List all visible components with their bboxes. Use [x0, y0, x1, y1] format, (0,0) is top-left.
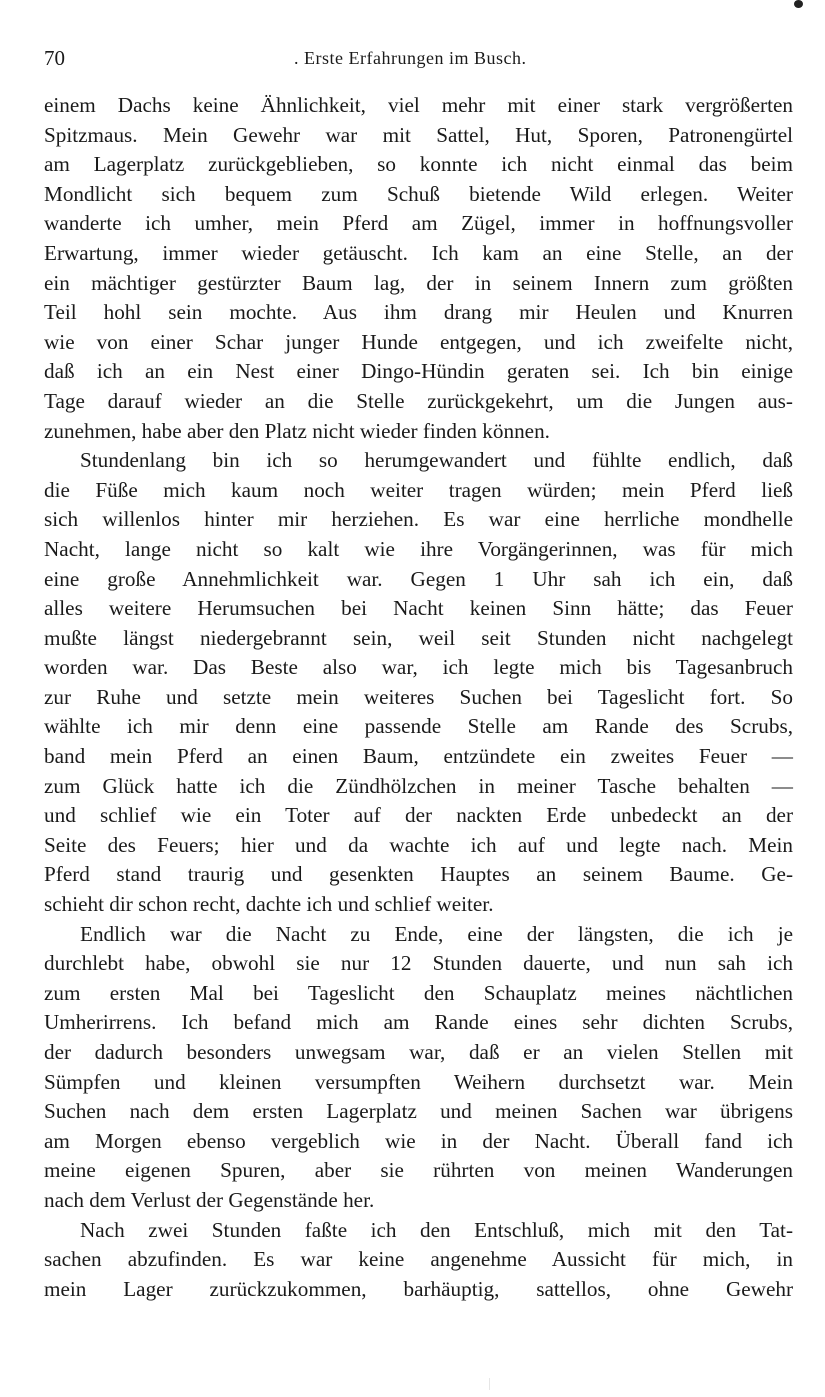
text-line: Nach zwei Stunden faßte ich den Entschluß, mich mit den Tat-: [80, 1217, 793, 1242]
scan-mark: [489, 1378, 490, 1390]
text-line: worden war. Das Beste also war, ich legte mich bis Tagesanbruch: [44, 655, 793, 680]
page-number: 70: [44, 46, 65, 70]
text-line: einem Dachs keine Ähnlichkeit, viel mehr mit einer stark vergrößerten: [44, 93, 793, 117]
text-line: band mein Pferd an einen Baum, entzündete ein zweites Feuer —: [44, 744, 793, 769]
running-head: . Erste Erfahrungen im Busch.: [294, 48, 527, 68]
text-line: am Lagerplatz zurückgeblieben, so konnte ich nicht einmal das beim: [44, 152, 793, 177]
text-line: mein Lager zurückzukommen, barhäuptig, sattellos, ohne Gewehr: [44, 1276, 793, 1301]
text-line: eine große Annehmlichkeit war. Gegen 1 Uhr sah ich ein, daß: [44, 566, 793, 591]
text-line: sich willenlos hinter mir herziehen. Es war eine herrliche mondhelle: [44, 507, 793, 532]
text-line: daß ich an ein Nest einer Dingo-Hündin geraten sei. Ich bin einige: [44, 359, 793, 384]
text-line: Teil hohl sein mochte. Aus ihm drang mir Heulen und Knurren: [44, 300, 793, 325]
text-line: sachen abzufinden. Es war keine angenehme Aussicht für mich, in: [44, 1247, 793, 1272]
text-line: Endlich war die Nacht zu Ende, eine der längsten, die ich je: [80, 921, 793, 946]
text-line: Umherirrens. Ich befand mich am Rande eines sehr dichten Scrubs,: [44, 1010, 793, 1035]
text-line: der dadurch besonders unwegsam war, daß er an vielen Stellen mit: [44, 1040, 793, 1064]
text-line: und schlief wie ein Toter auf der nackten Erde unbedeckt an der: [44, 803, 793, 828]
text-line: Stundenlang bin ich so herumgewandert und fühlte endlich, daß: [80, 448, 793, 473]
text-line: zum Glück hatte ich die Zündhölzchen in meiner Tasche behalten —: [44, 773, 793, 798]
text-line: Sümpfen und kleinen versumpften Weihern durchsetzt war. Mein: [44, 1069, 793, 1094]
text-line: Seite des Feuers; hier und da wachte ich auf und legte nach. Mein: [44, 832, 793, 857]
page-header: [44, 46, 794, 74]
text-line: zunehmen, habe aber den Platz nicht wieder finden können.: [44, 418, 550, 443]
text-line: Tage darauf wieder an die Stelle zurückgekehrt, um die Jungen aus-: [44, 388, 793, 413]
ink-spot: [794, 0, 803, 8]
text-line: die Füße mich kaum noch weiter tragen würden; mein Pferd ließ: [44, 477, 793, 502]
body-text: [44, 91, 793, 1304]
text-line: mußte längst niedergebrannt sein, weil seit Stunden nicht nachgelegt: [44, 625, 793, 650]
text-line: durchlebt habe, obwohl sie nur 12 Stunden dauerte, und nun sah ich: [44, 951, 793, 976]
text-line: Pferd stand traurig und gesenkten Hauptes an seinem Baume. Ge-: [44, 862, 793, 887]
text-line: zur Ruhe und setzte mein weiteres Suchen bei Tageslicht fort. So: [44, 684, 793, 709]
text-line: am Morgen ebenso vergeblich wie in der Nacht. Überall fand ich: [44, 1128, 793, 1153]
text-line: meine eigenen Spuren, aber sie rührten von meinen Wanderungen: [44, 1158, 793, 1183]
text-line: ein mächtiger gestürzter Baum lag, der in seinem Innern zum größten: [44, 270, 793, 295]
text-line: Spitzmaus. Mein Gewehr war mit Sattel, Hut, Sporen, Patronengürtel: [44, 122, 793, 147]
text-line: wie von einer Schar junger Hunde entgegen, und ich zweifelte nicht,: [44, 329, 793, 354]
text-line: wanderte ich umher, mein Pferd am Zügel, immer in hoffnungsvoller: [44, 211, 793, 236]
text-line: Erwartung, immer wieder getäuscht. Ich kam an eine Stelle, an der: [44, 240, 793, 265]
text-line: wählte ich mir denn eine passende Stelle am Rande des Scrubs,: [44, 714, 793, 739]
text-line: zum ersten Mal bei Tageslicht den Schauplatz meines nächtlichen: [44, 980, 793, 1005]
text-line: Nacht, lange nicht so kalt wie ihre Vorgängerinnen, was für mich: [44, 536, 793, 561]
text-line: nach dem Verlust der Gegenstände her.: [44, 1187, 375, 1212]
text-line: alles weitere Herumsuchen bei Nacht keinen Sinn hätte; das Feuer: [44, 596, 793, 621]
text-line: Mondlicht sich bequem zum Schuß bietende Wild erlegen. Weiter: [44, 181, 793, 206]
text-line: schieht dir schon recht, dachte ich und schlief weiter.: [44, 892, 494, 917]
text-line: Suchen nach dem ersten Lagerplatz und meinen Sachen war übrigens: [44, 1099, 793, 1124]
